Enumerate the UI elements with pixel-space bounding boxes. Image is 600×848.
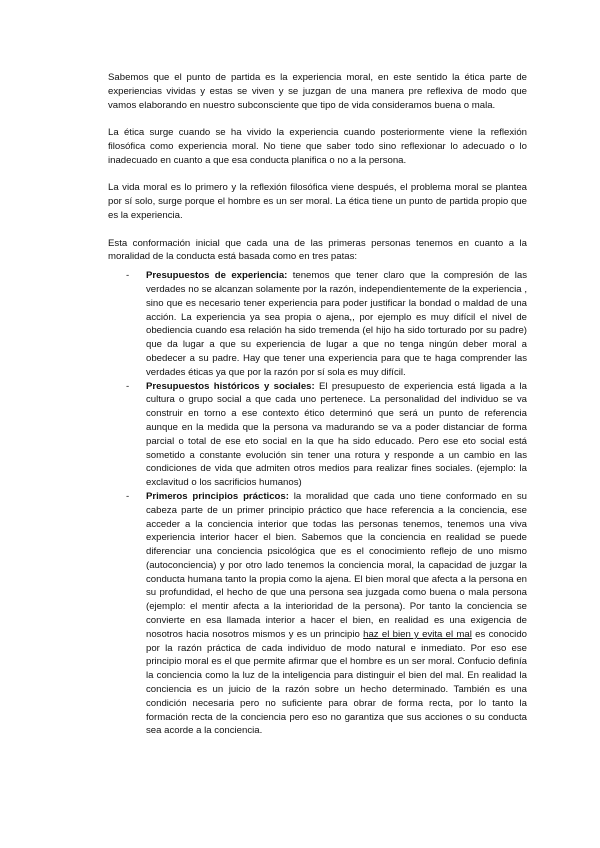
paragraph-experiencia-moral: Sabemos que el punto de partida es la experiencia moral, en este sentido la ética parte de experiencias vividas y estas se viven y se juzgan de una manera pre reflexiva de modo que vamos elaborando en nuestro subconsciente que tipo de vida consideramos buena o mala. <box>108 72 527 111</box>
item-text-after: es conocido por la razón práctica de cada individuo de modo natural e inmediato. Por eso ese principio moral es el que permite afirmar que el hombre es un ser moral. Confucio definía la conciencia como la luz de la inteligencia para distinguir el bien del mal. En realidad la conciencia es un juicio de la razón sobre un hecho determinado. También es una condición necesaria pero no suficiente para obrar de forma recta, por lo tanto la formación recta de la conciencia pero eso no garantiza que sus acciones o su conducta sea acorde a la conciencia. <box>146 628 527 737</box>
bullet-list <box>108 269 527 738</box>
paragraph-tres-patas: Esta conformación inicial que cada una de las primeras personas tenemos en cuanto a la moralidad de la conducta está basada como en tres patas: <box>108 237 527 263</box>
bullet-dash: - <box>126 380 130 392</box>
bullet-dash: - <box>126 490 130 502</box>
item-text: tenemos que tener claro que la compresión de las verdades no se alcanzan solamente por la razón, independientemente de la experiencia , sino que es necesario tener experiencia para poder justificar la bondad o maldad de una acción. La experiencia ya sea propia o ajena,, por ejemplo es muy difícil el nivel de obediencia cuando esa relación ha sido tremenda (el hijo ha sido torturado por su padre) que da lugar a que su experiencia de lugar a que no tenga ningún deber moral a obedecer a su padre. Hay que tener una experiencia para que te haga comprender las verdades éticas ya que por la razón por sí sola es muy difícil. <box>146 270 528 378</box>
item-title: Presupuestos históricos y sociales: <box>146 380 315 392</box>
underlined-principle: haz el bien y evita el mal <box>363 628 472 640</box>
list-item-presupuestos-experiencia <box>108 269 527 379</box>
list-item-presupuestos-historicos <box>108 380 527 490</box>
item-title: Presupuestos de experiencia: <box>146 270 288 282</box>
paragraph-etica-surge: La ética surge cuando se ha vivido la experiencia cuando posteriormente viene la reflexión filosófica como experiencia moral. No tiene que saber todo sino reflexionar lo adecuado o lo inadecuado en cuanto a que esa conducta planifica o no a la persona. <box>108 127 527 166</box>
item-text: El presupuesto de experiencia está ligada a la cultura o grupo social a que cada uno pertenece. La personalidad del individuo se va construir en torno a ese contexto ético determinó que será un punto de referencia aunque en la medida que la persona va madurando se va a poder distanciar de forma parcial o total de ese eto social en la que ha sido educado. Pero ese eto social está sometido a constante evolución sin tener una rotura y responde a un cambio en las condiciones de vida que admiten otros medios para realizar fines sociales. (ejemplo: la exclavitud o los sacrificios humanos) <box>146 380 527 489</box>
paragraph-vida-moral: La vida moral es lo primero y la reflexión filosófica viene después, el problema moral se plantea por sí solo, surge porque el hombre es un ser moral. La ética tiene un punto de partida propio que es la experiencia. <box>108 182 527 221</box>
document-body <box>108 71 527 738</box>
list-item-primeros-principios <box>108 490 527 738</box>
item-title: Primeros principios prácticos: <box>146 490 289 502</box>
bullet-dash: - <box>126 270 130 282</box>
item-text-before: la moralidad que cada uno tiene conformado en su cabeza parte de un primer principio práctico que hace referencia a la conciencia, ese acceder a la conciencia interior que todas las personas tenemos, tenemos una viva experiencia interior hacer el bien. Sabemos que la conciencia en realidad se puede diferenciar una conciencia psicológica que es el conocimiento reflejo de uno mismo (autoconciencia) y por otro lado tenemos la conciencia moral, la capacidad de juzgar la conducta humana tanto la propia como la ajena. El bien moral que afecta a la persona en su profundidad, el hecho de que una persona sea juzgada como buena o mala persona (ejemplo: el mentir afecta a la interioridad de la persona). Por tanto la conciencia se convierte en esa llamada interior a hacer el bien, en realidad es una exigencia de nosotros hacia nosotros mismos y es un principio <box>146 490 528 640</box>
